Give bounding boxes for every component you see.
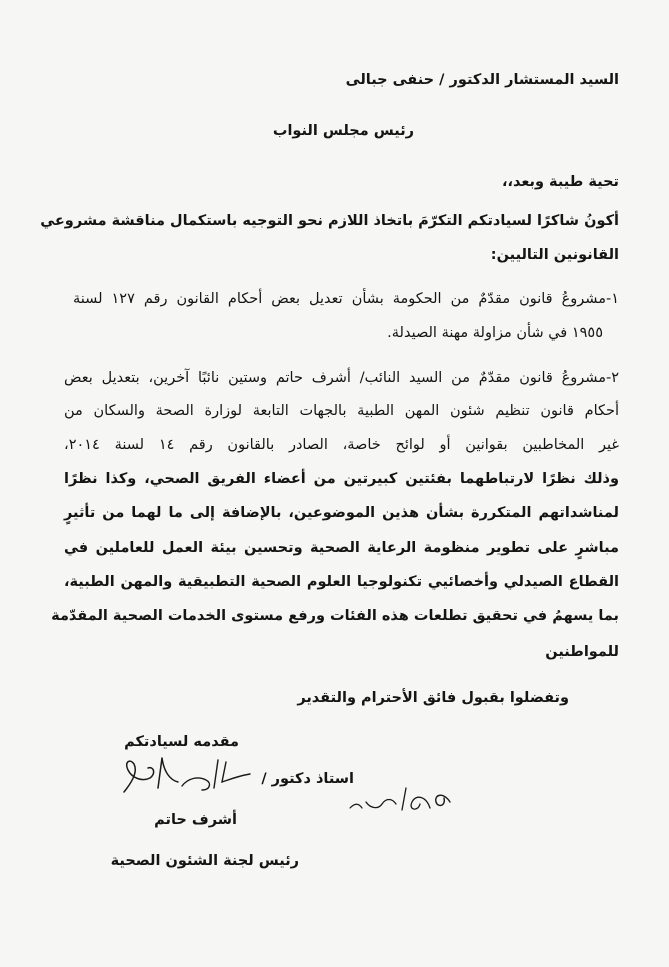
submitted-by: مقدمه لسيادتكم xyxy=(124,734,239,750)
closing-line: وتفضلوا بقبول فائق الأحترام والتقدير xyxy=(297,690,569,706)
item2-line-8: بما يسهمُ في تحقيق تطلعات هذه الفئات ورفع مستوى الخدمات الصحية المقدّمة xyxy=(51,608,619,624)
item2-line-5: لمناشداتهم المتكررة بشأن هذين الموضوعين، بالإضافة إلى ما لهما من تأثيرٍ xyxy=(64,505,619,521)
addressee-title: رئيس مجلس النواب xyxy=(272,123,414,139)
intro-line-1: أكونُ شاكرًا لسيادتكم التكرّمَ باتخاذ اللازم نحو التوجيه باستكمال مناقشة مشروعي xyxy=(40,213,619,229)
item1-line-2: ١٩٥٥ في شأن مزاولة مهنة الصيدلة. xyxy=(387,325,603,341)
signer-title: رئيس لجنة الشئون الصحية xyxy=(110,853,299,869)
signature-right xyxy=(346,778,456,816)
item1-line-1: ١-مشروعُ قانون مقدّمٌ من الحكومة بشأن تعديل بعض أحكام القانون رقم ١٢٧ لسنة xyxy=(73,291,619,307)
greeting: تحية طيبة وبعد،، xyxy=(501,174,619,190)
item2-line-7: القطاع الصيدلي وأخصائيي تكنولوجيا العلوم الصحية التطبيقية والمهن الطبية، xyxy=(64,574,619,590)
item2-line-9: للمواطنين xyxy=(545,644,619,660)
signer-name: أشرف حاتم xyxy=(154,812,237,828)
signer-prefix: استاذ دكتور / xyxy=(261,771,354,787)
item2-line-6: مباشرٍ على تطوير منظومة الرعاية الصحية وتحسين بيئة العمل للعاملين في xyxy=(64,540,619,556)
item2-line-4: وذلك نظرًا لارتباطهما بفئتين كبيرتين من أعضاء الفريق الصحي، وكذا نظرًا xyxy=(64,471,619,487)
addressee-name: السيد المستشار الدكتور / حنفى جبالى xyxy=(345,72,619,88)
intro-line-2: القانونين التاليين: xyxy=(490,247,619,263)
item2-line-1: ٢-مشروعُ قانون مقدّمٌ من السيد النائب/ أشرف حاتم وستين نائبًا آخرين، بتعديل بعض xyxy=(64,370,619,386)
signature-left xyxy=(118,752,258,800)
item2-line-3: غير المخاطبين بقوانين أو لوائح خاصة، الصادر بالقانون رقم ١٤ لسنة ٢٠١٤، xyxy=(64,437,619,453)
item2-line-2: أحكام قانون تنظيم شئون المهن الطبية بالجهات التابعة لوزارة الصحة والسكان من xyxy=(64,403,619,419)
